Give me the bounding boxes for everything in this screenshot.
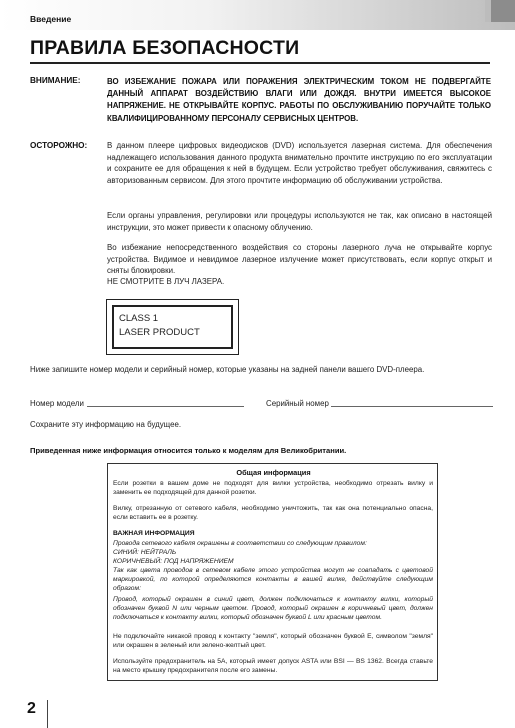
info-paragraph-2: Вилку, отрезанную от сетевого кабеля, необходимо уничтожить, так как она потенциально опасна, если вставить ее в розетку. [113,505,433,522]
serial-number-blank [331,406,493,407]
header-bar [0,0,515,30]
info-paragraph-1: Если розетки в вашем доме не подходят для вилки устройства, необходимо отрезать вилку и заменить ее подходящей для данной розетки. [113,480,433,497]
caution-label: ОСТОРОЖНО: [30,141,88,150]
laser-product-text: LASER PRODUCT [119,327,200,338]
important-line-4: Так как цвета проводов в сетевом кабеле этого устройства могут не совпадать с цветовой маркировкой, по которой определяются контакты в вашей вилке, действуйте следующим образом: [113,567,433,593]
important-line-brown: КОРИЧНЕВЫЙ: ПОД НАПРЯЖЕНИЕМ [113,558,234,565]
header-tab [491,0,515,22]
warning-label: ВНИМАНИЕ: [30,76,81,85]
model-number-label: Номер модели [30,399,84,408]
info-paragraph-3: Не подключайте никакой провод к контакту "земля", который обозначен буквой E, символом "земля" или окрашен в зеленый или зелено-желтый цвет. [113,633,433,650]
section-label: Введение [30,14,72,24]
warning-text: ВО ИЗБЕЖАНИЕ ПОЖАРА ИЛИ ПОРАЖЕНИЯ ЭЛЕКТРИЧЕСКИМ ТОКОМ НЕ ПОДВЕРГАЙТЕ ДАННЫЙ АППАРАТ ВОЗДЕЙСТВИЮ ВЛАГИ ИЛИ ДОЖДЯ. ВНУТРИ ИМЕЕТСЯ ВЫСОКОЕ НАПРЯЖЕНИЕ. НЕ ОТКРЫВАЙТЕ КОРПУС. РАБОТЫ ПО ОБСЛУЖИВАНИЮ ПОРУЧАЙТЕ ТОЛЬКО КВАЛИФИЦИРОВАННОМУ ПЕРСОНАЛУ СЕРВИСНЫХ ЦЕНТРОВ. [107,77,491,123]
page-number-divider [47,700,48,728]
page-title: ПРАВИЛА БЕЗОПАСНОСТИ [30,37,300,59]
model-number-blank [87,406,244,407]
info-paragraph-4: Используйте предохранитель на 5A, который имеет допуск ASTA или BSI — BS 1362. Всегда ставьте на место крышку предохранителя после его замены. [113,658,433,675]
uk-note: Приведенная ниже информация относится только к моделям для Великобритании. [30,446,347,455]
keep-info-note: Сохраните эту информацию на будущее. [30,420,182,429]
caution-paragraph-3: Во избежание непосредственного воздействия со стороны лазерного луча не открывайте корпус устройства. Видимое и невидимое лазерное излучение может присутствовать, если корпус открыт и сняты блокировки. [107,243,492,276]
info-box-title: Общая информация [236,468,311,477]
serial-number-label: Серийный номер [266,399,329,408]
caution-paragraph-1: В данном плеере цифровых видеодисков (DVD) используется лазерная система. Для обеспечения надлежащего использования данного продукта внимательно прочтите инструкцию по его эксплуатации и сохраните ее для обращения к ней в будущем. Если устройство требует обслуживания, свяжитесь с авторизованным сервисом. Для этого прочтите информацию об обслуживании устройства. [107,141,492,185]
important-line-blue: СИНИЙ: НЕЙТРАЛЬ [113,549,177,556]
important-line-1: Провода сетевого кабеля окрашены в соответствии со следующим правилом: [113,540,367,547]
general-info-box [107,463,438,681]
laser-class-label [106,299,239,355]
laser-class-text: CLASS 1 [119,313,159,324]
title-divider [30,62,490,64]
important-line-5: Провод, который окрашен в синий цвет, должен подключаться к контакту вилки, который обозначен буквой N или черным цветом. Провод, который окрашен в коричневый цвет, должен подключаться к контакту вилки, который обозначен буквой L или красным цветом. [113,596,433,622]
important-heading: ВАЖНАЯ ИНФОРМАЦИЯ [113,530,195,537]
page-number: 2 [27,700,36,717]
caution-laser-warning: НЕ СМОТРИТЕ В ЛУЧ ЛАЗЕРА. [107,277,225,286]
record-intro: Ниже запишите номер модели и серийный номер, которые указаны на задней панели вашего DVD-плеера. [30,365,425,374]
caution-paragraph-2: Если органы управления, регулировки или процедуры используются не так, как описано в настоящей инструкции, это может привести к опасному облучению. [107,211,492,232]
